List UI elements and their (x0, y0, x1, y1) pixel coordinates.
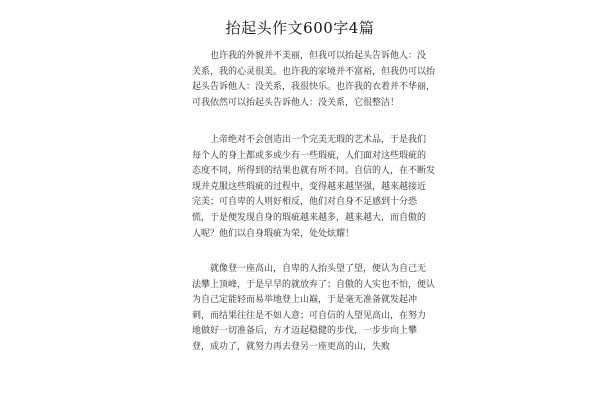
text-line: 登，成功了，就努力再去登另一座更高的山，失败 (192, 341, 391, 352)
text-line: 每个人的身上都或多或少有一些瑕疵，人们面对这些瑕疵的 (192, 150, 427, 161)
text-line: 也许我的外貌并不美丽，但我可以抬起头告诉他人：没 (192, 51, 427, 61)
text-line: 关系，我的心灵很美。也许我的家境并不富裕，但我仍可以抬 (192, 66, 436, 77)
text-line: 就像登一座高山，自卑的人抬头望了望，便认为自己无 (192, 264, 427, 274)
text-line: 完美；可自卑的人则好相反，他们对自身不足感到十分恐 (192, 197, 418, 208)
paragraph (192, 262, 436, 356)
text-line: 法攀上顶峰，于是早早的就放弃了；自傲的人实也不怕，便认 (192, 279, 436, 290)
text-line: 刺，而结果往往是不如人意；可自信的人望见高山，在努力 (192, 310, 427, 321)
text-line: 起头告诉他人：没关系，我很快乐。也许我的衣着并不华丽， (192, 82, 436, 93)
text-line: 为自己定能轻而易举地登上山巅，于是毫无准备就发起冲 (192, 295, 418, 306)
text-line: 上帝绝对不会创造出一个完美无瑕的艺术品，于是我们 (192, 135, 427, 145)
text-line: 现并克服这些瑕疵的过程中，变得越来越坚强，越来越接近 (192, 181, 427, 192)
page-title: 抬起头作文600字4篇 (225, 19, 375, 37)
text-line: 人呢？他们以自身瑕疵为荣，处处炫耀！ (192, 228, 355, 239)
paragraph (192, 49, 436, 111)
text-line: 可我依然可以抬起头告诉他人：没关系，它很整洁！ (192, 97, 400, 108)
paragraph (192, 133, 436, 242)
text-line: 态度不同，所得到的结果也就有所不同。自信的人，在不断发 (192, 166, 436, 177)
text-line: 地做好一切准备后，方才迈起稳健的步伐，一步步向上攀 (192, 326, 418, 337)
text-line: 慌，于是便发现自身的瑕疵越来越多，越来越大，而自傲的 (192, 212, 427, 223)
